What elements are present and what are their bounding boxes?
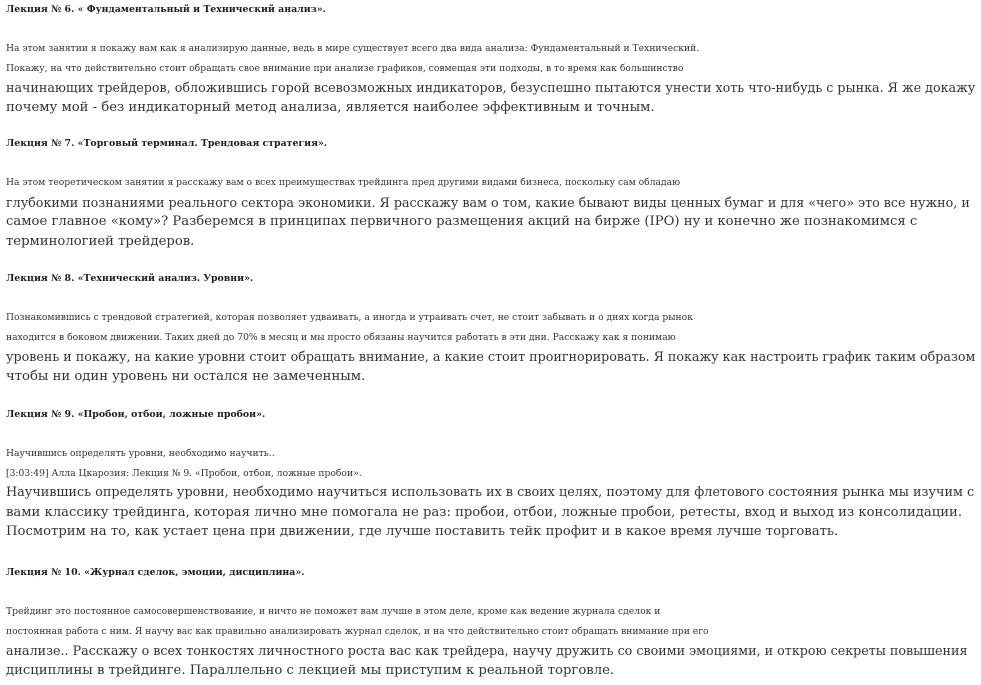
lecture-title: Лекция № 9. «Пробои, отбои, ложные пробои».: [6, 409, 266, 420]
description-line: Научившись определять уровни, необходимо научиться использовать их в своих целях, поэтому для флетового состояния рынка мы изучим с: [6, 485, 975, 501]
description-line: дисциплины в трейдинге. Параллельно с лекцией мы приступим к реальной торговле.: [6, 662, 615, 678]
lecture-description: [6, 444, 974, 542]
description-line: глубокими познаниями реального сектора экономики. Я расскажу вам о том, какие бывают виды ценных бумаг и для «чего» это все нужно, и: [6, 194, 970, 210]
lecture-10: [6, 563, 967, 680]
description-line: [3:03:49] Алла Цкарозия: Лекция № 9. «Пробои, отбои, ложные пробои».: [6, 467, 362, 479]
lecture-title: Лекция № 8. «Технический анализ. Уровни».: [6, 273, 254, 284]
lecture-title: Лекция № 6. « Фундаментальный и Технический анализ».: [6, 4, 326, 15]
description-line: постоянная работа с ним. Я научу вас как правильно анализировать журнал сделок, и на что действительно стоит обращать внимание при его: [6, 625, 709, 637]
spacer: [6, 289, 975, 308]
spacer: [6, 425, 974, 444]
description-line: самое главное «кому»? Разберемся в принципах первичного размещения акций на бирже (IPO) ну и конечно же познакомимся с: [6, 214, 918, 230]
lecture-description: [6, 39, 975, 117]
lecture-9: [6, 405, 974, 542]
description-line: Покажу, на что действительно стоит обращать свое внимание при анализе графиков, совмещая эти подходы, в то время как большинство: [6, 62, 684, 74]
spacer: [6, 20, 975, 39]
description-line: вами классику трейдинга, которая лично мне помогала не раз: пробои, отбои, ложные пробои, ретесты, вход и выход из консолидации.: [6, 504, 963, 520]
description-line: Научившись определять уровни, необходимо научить..: [6, 448, 275, 459]
description-line: терминологией трейдеров.: [6, 233, 195, 249]
description-line: уровень и покажу, на какие уровни стоит обращать внимание, а какие стоит проигнорировать. Я покажу как настроить график таким образом: [6, 349, 976, 365]
spacer: [6, 583, 967, 602]
lecture-6: [6, 0, 975, 117]
description-line: На этом теоретическом занятии я расскажу вам о всех преимуществах трейдинга пред другими видами бизнеса, поскольку сам обладаю: [6, 177, 681, 188]
description-line: На этом занятии я покажу вам как я анализирую данные, ведь в мире существует всего два вида анализа: Фундаментальный и Технический.: [6, 43, 700, 54]
description-line: чтобы ни один уровень ни остался не замеченным.: [6, 368, 366, 384]
description-line: находится в боковом движении. Таких дней до 70% в месяц и мы просто обязаны научится работать в эти дни. Расскажу как я понимаю: [6, 331, 676, 343]
lecture-title: Лекция № 7. «Торговый терминал. Трендовая стратегия».: [6, 138, 328, 149]
spacer: [6, 154, 970, 173]
lecture-description: [6, 308, 975, 386]
description-line: почему мой - без индикаторный метод анализа, является наиболее эффективным и точным.: [6, 99, 655, 115]
description-line: Познакомившись с трендовой стратегией, которая позволяет удваивать, а иногда и утраивать счет, не стоит забывать и о днях когда рынок: [6, 312, 693, 323]
lecture-description: [6, 602, 967, 680]
description-line: анализе.. Расскажу о всех тонкостях личностного роста вас как трейдера, научу дружить со своими эмоциями, и открою секреты повышения: [6, 643, 968, 659]
description-line: Трейдинг это постоянное самосовершенствование, и ничто не поможет вам лучше в этом деле, кроме как ведение журнала сделок и: [6, 606, 661, 617]
lecture-8: [6, 269, 975, 386]
description-line: Посмотрим на то, как устает цена при движении, где лучше поставить тейк профит и в какое время лучше торговать.: [6, 524, 839, 540]
lecture-7: [6, 134, 970, 251]
lecture-description: [6, 173, 970, 251]
lecture-title: Лекция № 10. «Журнал сделок, эмоции, дисциплина».: [6, 567, 305, 578]
description-line: начинающих трейдеров, обложившись горой всевозможных индикаторов, безуспешно пытаются унести хоть что-нибудь с рынка. Я же докажу: [6, 80, 976, 96]
